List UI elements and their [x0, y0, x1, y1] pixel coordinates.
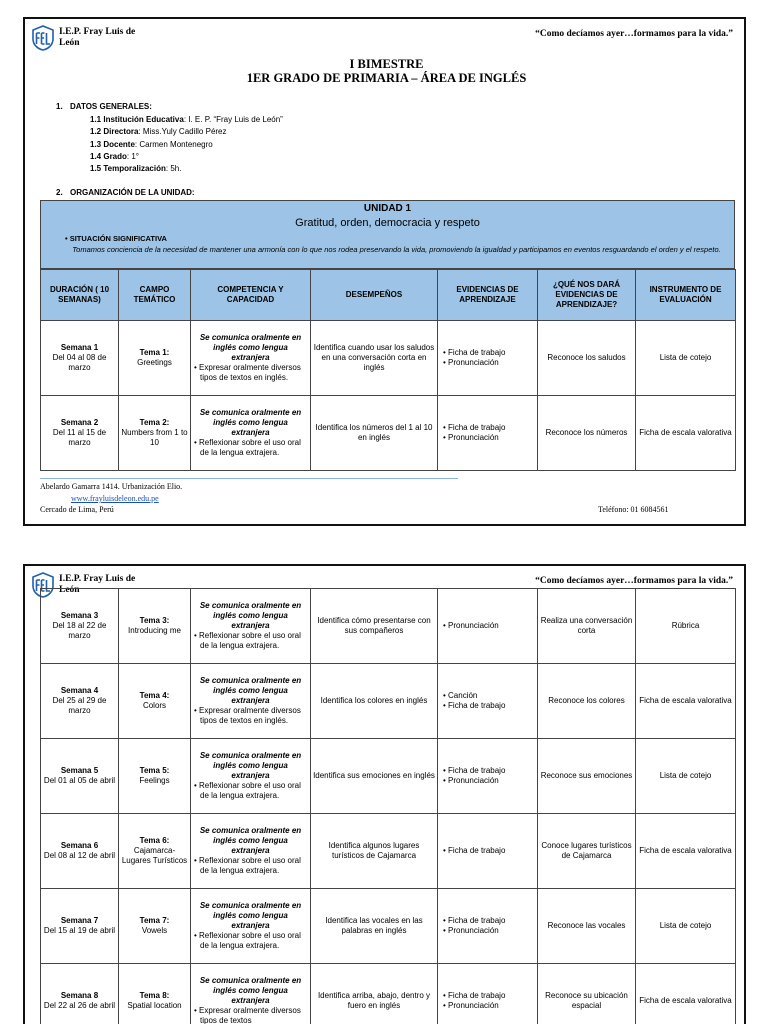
general-data-label: 1.5 Temporalización: [90, 164, 166, 174]
topic-name: Cajamarca-Lugares Turísticos: [121, 846, 188, 865]
general-data-value: : 1°: [126, 151, 139, 161]
evidence-cell: [438, 396, 538, 471]
table-row: [41, 964, 736, 1024]
general-data-item: [90, 114, 283, 126]
week-label: Semana 1: [60, 343, 99, 352]
document-page-2: [23, 564, 746, 1024]
general-data-label: 1.3 Docente: [90, 139, 135, 149]
section-unit-organization: 2. ORGANIZACIÓN DE LA UNIDAD:: [56, 188, 195, 197]
table-header-row: [41, 270, 736, 321]
footer-divider: [40, 478, 458, 479]
week-label: Semana 3: [60, 611, 99, 620]
table-row: [41, 664, 736, 739]
general-data-value: : Miss.Yuly Cadillo Pérez: [138, 127, 227, 137]
topic-name: Numbers from 1 to 10: [121, 428, 188, 447]
footer-address: Abelardo Gamarra 1414. Urbanización Elio.: [40, 482, 183, 491]
performance-cell: Identifica arriba, abajo, dentro y fuero en inglés: [311, 964, 438, 1024]
proof-cell: Realiza una conversación corta: [538, 589, 636, 664]
performance-cell: Identifica las vocales en las palabras en inglés: [311, 889, 438, 964]
footer-city: Cercado de Lima, Perú: [40, 505, 114, 514]
topic-label: Tema 5:: [139, 766, 170, 775]
situation-text: Tomamos conciencia de la necesidad de mantener una armonía con lo que nos rodea preservando la vida, promoviendo la igualdad y participamos en eventos resguardando el orden y el respeto.: [72, 245, 721, 254]
situation-label: • SITUACIÓN SIGNIFICATIVA: [65, 234, 167, 243]
instrument-cell: Ficha de escala valorativa: [636, 664, 736, 739]
competence-title: Se comunica oralmente en inglés como lengua extranjera: [199, 826, 302, 855]
proof-cell: Reconoce las vocales: [538, 889, 636, 964]
proof-cell: Reconoce los colores: [538, 664, 636, 739]
evidence-cell: [438, 814, 538, 889]
competence-cell: [191, 321, 311, 396]
week-dates: Del 11 al 15 de marzo: [52, 428, 107, 447]
topic-name: Feelings: [139, 776, 170, 785]
week-cell: [41, 739, 119, 814]
table-row: [41, 396, 736, 471]
week-cell: [41, 396, 119, 471]
topic-name: Spatial location: [127, 1001, 182, 1010]
competence-title: Se comunica oralmente en inglés como lengua extranjera: [199, 333, 302, 362]
evidence-item: • Ficha de trabajo: [443, 701, 535, 711]
school-name: I.E.P. Fray Luis de León: [59, 27, 136, 48]
table-row: [41, 889, 736, 964]
evidence-cell: [438, 889, 538, 964]
week-dates: Del 18 al 22 de marzo: [52, 621, 107, 640]
unit-header-box: [40, 200, 735, 269]
proof-cell: Reconoce sus emociones: [538, 739, 636, 814]
week-dates: Del 01 al 05 de abril: [43, 776, 116, 785]
topic-cell: [119, 321, 191, 396]
week-dates: Del 15 al 19 de abril: [43, 926, 116, 935]
capacity-item: • Reflexionar sobre el uso oral de la lengua extrajera.: [194, 438, 307, 458]
table-header-cell: INSTRUMENTO DE EVALUACIÓN: [636, 270, 736, 321]
table-row: [41, 814, 736, 889]
topic-cell: [119, 396, 191, 471]
footer-phone: Teléfono: 01 6084561: [598, 505, 669, 514]
topic-label: Tema 8:: [139, 991, 170, 1000]
instrument-cell: Ficha de escala valorativa: [636, 964, 736, 1024]
instrument-cell: Ficha de escala valorativa: [636, 396, 736, 471]
topic-name: Greetings: [137, 358, 172, 367]
evidence-item: • Pronunciación: [443, 358, 535, 368]
table-header-cell: CAMPO TEMÁTICO: [119, 270, 191, 321]
competence-title: Se comunica oralmente en inglés como lengua extranjera: [199, 751, 302, 780]
footer-website-link[interactable]: www.frayluisdeleon.edu.pe: [71, 494, 159, 503]
evidence-item: • Ficha de trabajo: [443, 766, 535, 776]
evidence-item: • Ficha de trabajo: [443, 991, 535, 1001]
week-label: Semana 7: [60, 916, 99, 925]
capacity-item: • Expresar oralmente diversos tipos de textos en inglés.: [194, 706, 307, 726]
week-cell: [41, 889, 119, 964]
capacity-item: • Reflexionar sobre el uso oral de la lengua extrajera.: [194, 631, 307, 651]
evidence-item: • Pronunciación: [443, 776, 535, 786]
week-cell: [41, 814, 119, 889]
unit-title: UNIDAD 1: [363, 203, 412, 214]
week-dates: Del 08 al 12 de abril: [43, 851, 116, 860]
table-row: [41, 739, 736, 814]
table-header-cell: COMPETENCIA Y CAPACIDAD: [191, 270, 311, 321]
capacity-item: • Reflexionar sobre el uso oral de la lengua extrajera.: [194, 856, 307, 876]
week-dates: Del 25 al 29 de marzo: [52, 696, 107, 715]
evidence-item: • Pronunciación: [443, 621, 535, 631]
evidence-cell: [438, 964, 538, 1024]
general-data-item: [90, 139, 283, 151]
performance-cell: Identifica los números del 1 al 10 en inglés: [311, 396, 438, 471]
document-page-1: [23, 17, 746, 526]
instrument-cell: Lista de cotejo: [636, 321, 736, 396]
school-motto: “Como decíamos ayer…formamos para la vida.”: [535, 29, 733, 39]
week-label: Semana 5: [60, 766, 99, 775]
general-data-label: 1.2 Directora: [90, 127, 139, 137]
topic-label: Tema 3:: [139, 616, 170, 625]
evidence-item: • Pronunciación: [443, 1001, 535, 1011]
performance-cell: Identifica algunos lugares turísticos de Cajamarca: [311, 814, 438, 889]
topic-label: Tema 7:: [139, 916, 170, 925]
section-general-data: 1. DATOS GENERALES:: [56, 102, 152, 111]
evidence-item: • Ficha de trabajo: [443, 423, 535, 433]
instrument-cell: Lista de cotejo: [636, 739, 736, 814]
unit-subtitle: Gratitud, orden, democracia y respeto: [295, 217, 480, 229]
proof-cell: Reconoce los saludos: [538, 321, 636, 396]
evidence-item: • Canción: [443, 691, 535, 701]
competence-cell: [191, 814, 311, 889]
topic-label: Tema 2:: [139, 418, 170, 427]
week-label: Semana 6: [60, 841, 99, 850]
table-header-cell: EVIDENCIAS DE APRENDIZAJE: [438, 270, 538, 321]
school-shield-icon: [31, 25, 55, 51]
evidence-cell: [438, 664, 538, 739]
table-header-cell: DURACIÓN ( 10 SEMANAS): [41, 270, 119, 321]
performance-cell: Identifica sus emociones en inglés: [311, 739, 438, 814]
proof-cell: Reconoce los números: [538, 396, 636, 471]
table-row: [41, 589, 736, 664]
week-dates: Del 22 al 26 de abril: [43, 1001, 116, 1010]
competence-cell: [191, 964, 311, 1024]
competence-cell: [191, 889, 311, 964]
topic-cell: [119, 739, 191, 814]
competence-cell: [191, 664, 311, 739]
topic-cell: [119, 664, 191, 739]
evidence-item: • Ficha de trabajo: [443, 348, 535, 358]
capacity-item: • Reflexionar sobre el uso oral de la lengua extrajera.: [194, 781, 307, 801]
topic-label: Tema 4:: [139, 691, 170, 700]
proof-cell: Conoce lugares turísticos de Cajamarca: [538, 814, 636, 889]
instrument-cell: Rúbrica: [636, 589, 736, 664]
week-cell: [41, 321, 119, 396]
competence-cell: [191, 396, 311, 471]
school-name: I.E.P. Fray Luis de León: [59, 574, 136, 595]
title-bimestre: I BIMESTRE: [349, 57, 424, 71]
competence-title: Se comunica oralmente en inglés como lengua extranjera: [199, 408, 302, 437]
general-data-value: : 5h.: [165, 164, 182, 174]
competence-title: Se comunica oralmente en inglés como lengua extranjera: [199, 976, 302, 1005]
topic-cell: [119, 814, 191, 889]
general-data-item: [90, 151, 283, 163]
performance-cell: Identifica cuando usar los saludos en una conversación corta en inglés: [311, 321, 438, 396]
performance-cell: Identifica cómo presentarse con sus compañeros: [311, 589, 438, 664]
general-data-value: : I. E. P. “Fray Luis de León”: [183, 115, 283, 124]
evidence-item: • Ficha de trabajo: [443, 846, 535, 856]
competence-title: Se comunica oralmente en inglés como lengua extranjera: [199, 901, 302, 930]
evidence-item: • Ficha de trabajo: [443, 916, 535, 926]
instrument-cell: Ficha de escala valorativa: [636, 814, 736, 889]
general-data-label: 1.4 Grado: [90, 151, 127, 161]
general-data-item: [90, 126, 283, 138]
title-grade-area: 1ER GRADO DE PRIMARIA – ÁREA DE INGLÉS: [246, 71, 527, 85]
competence-cell: [191, 589, 311, 664]
topic-name: Colors: [142, 701, 167, 710]
topic-label: Tema 1:: [139, 348, 170, 357]
week-label: Semana 4: [60, 686, 99, 695]
competence-title: Se comunica oralmente en inglés como lengua extranjera: [199, 601, 302, 630]
topic-label: Tema 6:: [139, 836, 170, 845]
unit-plan-table-continued: [40, 588, 736, 1024]
topic-cell: [119, 889, 191, 964]
week-cell: [41, 664, 119, 739]
topic-cell: [119, 964, 191, 1024]
topic-name: Vowels: [141, 926, 168, 935]
general-data-item: [90, 163, 283, 175]
evidence-item: • Pronunciación: [443, 926, 535, 936]
capacity-item: • Reflexionar sobre el uso oral de la lengua extrajera.: [194, 931, 307, 951]
evidence-cell: [438, 589, 538, 664]
table-header-cell: DESEMPEÑOS: [311, 270, 438, 321]
week-cell: [41, 589, 119, 664]
evidence-item: • Pronunciación: [443, 433, 535, 443]
week-dates: Del 04 al 08 de marzo: [52, 353, 107, 372]
capacity-item: • Expresar oralmente diversos tipos de textos: [194, 1006, 307, 1024]
topic-name: Introducing me: [128, 626, 181, 635]
school-motto: “Como decíamos ayer…formamos para la vida.”: [535, 576, 733, 586]
competence-title: Se comunica oralmente en inglés como lengua extranjera: [199, 676, 302, 705]
proof-cell: Reconoce su ubicación espacial: [538, 964, 636, 1024]
general-data-list: [90, 114, 283, 175]
week-cell: [41, 964, 119, 1024]
table-row: [41, 321, 736, 396]
unit-plan-table: [40, 269, 736, 471]
capacity-item: • Expresar oralmente diversos tipos de textos en inglés.: [194, 363, 307, 383]
topic-cell: [119, 589, 191, 664]
performance-cell: Identifica los colores en inglés: [311, 664, 438, 739]
week-label: Semana 2: [60, 418, 99, 427]
general-data-label: 1.1 Institución Educativa: [90, 115, 184, 124]
table-header-cell: ¿QUÉ NOS DARÁ EVIDENCIAS DE APRENDIZAJE?: [538, 270, 636, 321]
evidence-cell: [438, 321, 538, 396]
competence-cell: [191, 739, 311, 814]
evidence-cell: [438, 739, 538, 814]
general-data-value: : Carmen Montenegro: [134, 139, 213, 149]
instrument-cell: Lista de cotejo: [636, 889, 736, 964]
week-label: Semana 8: [60, 991, 99, 1000]
